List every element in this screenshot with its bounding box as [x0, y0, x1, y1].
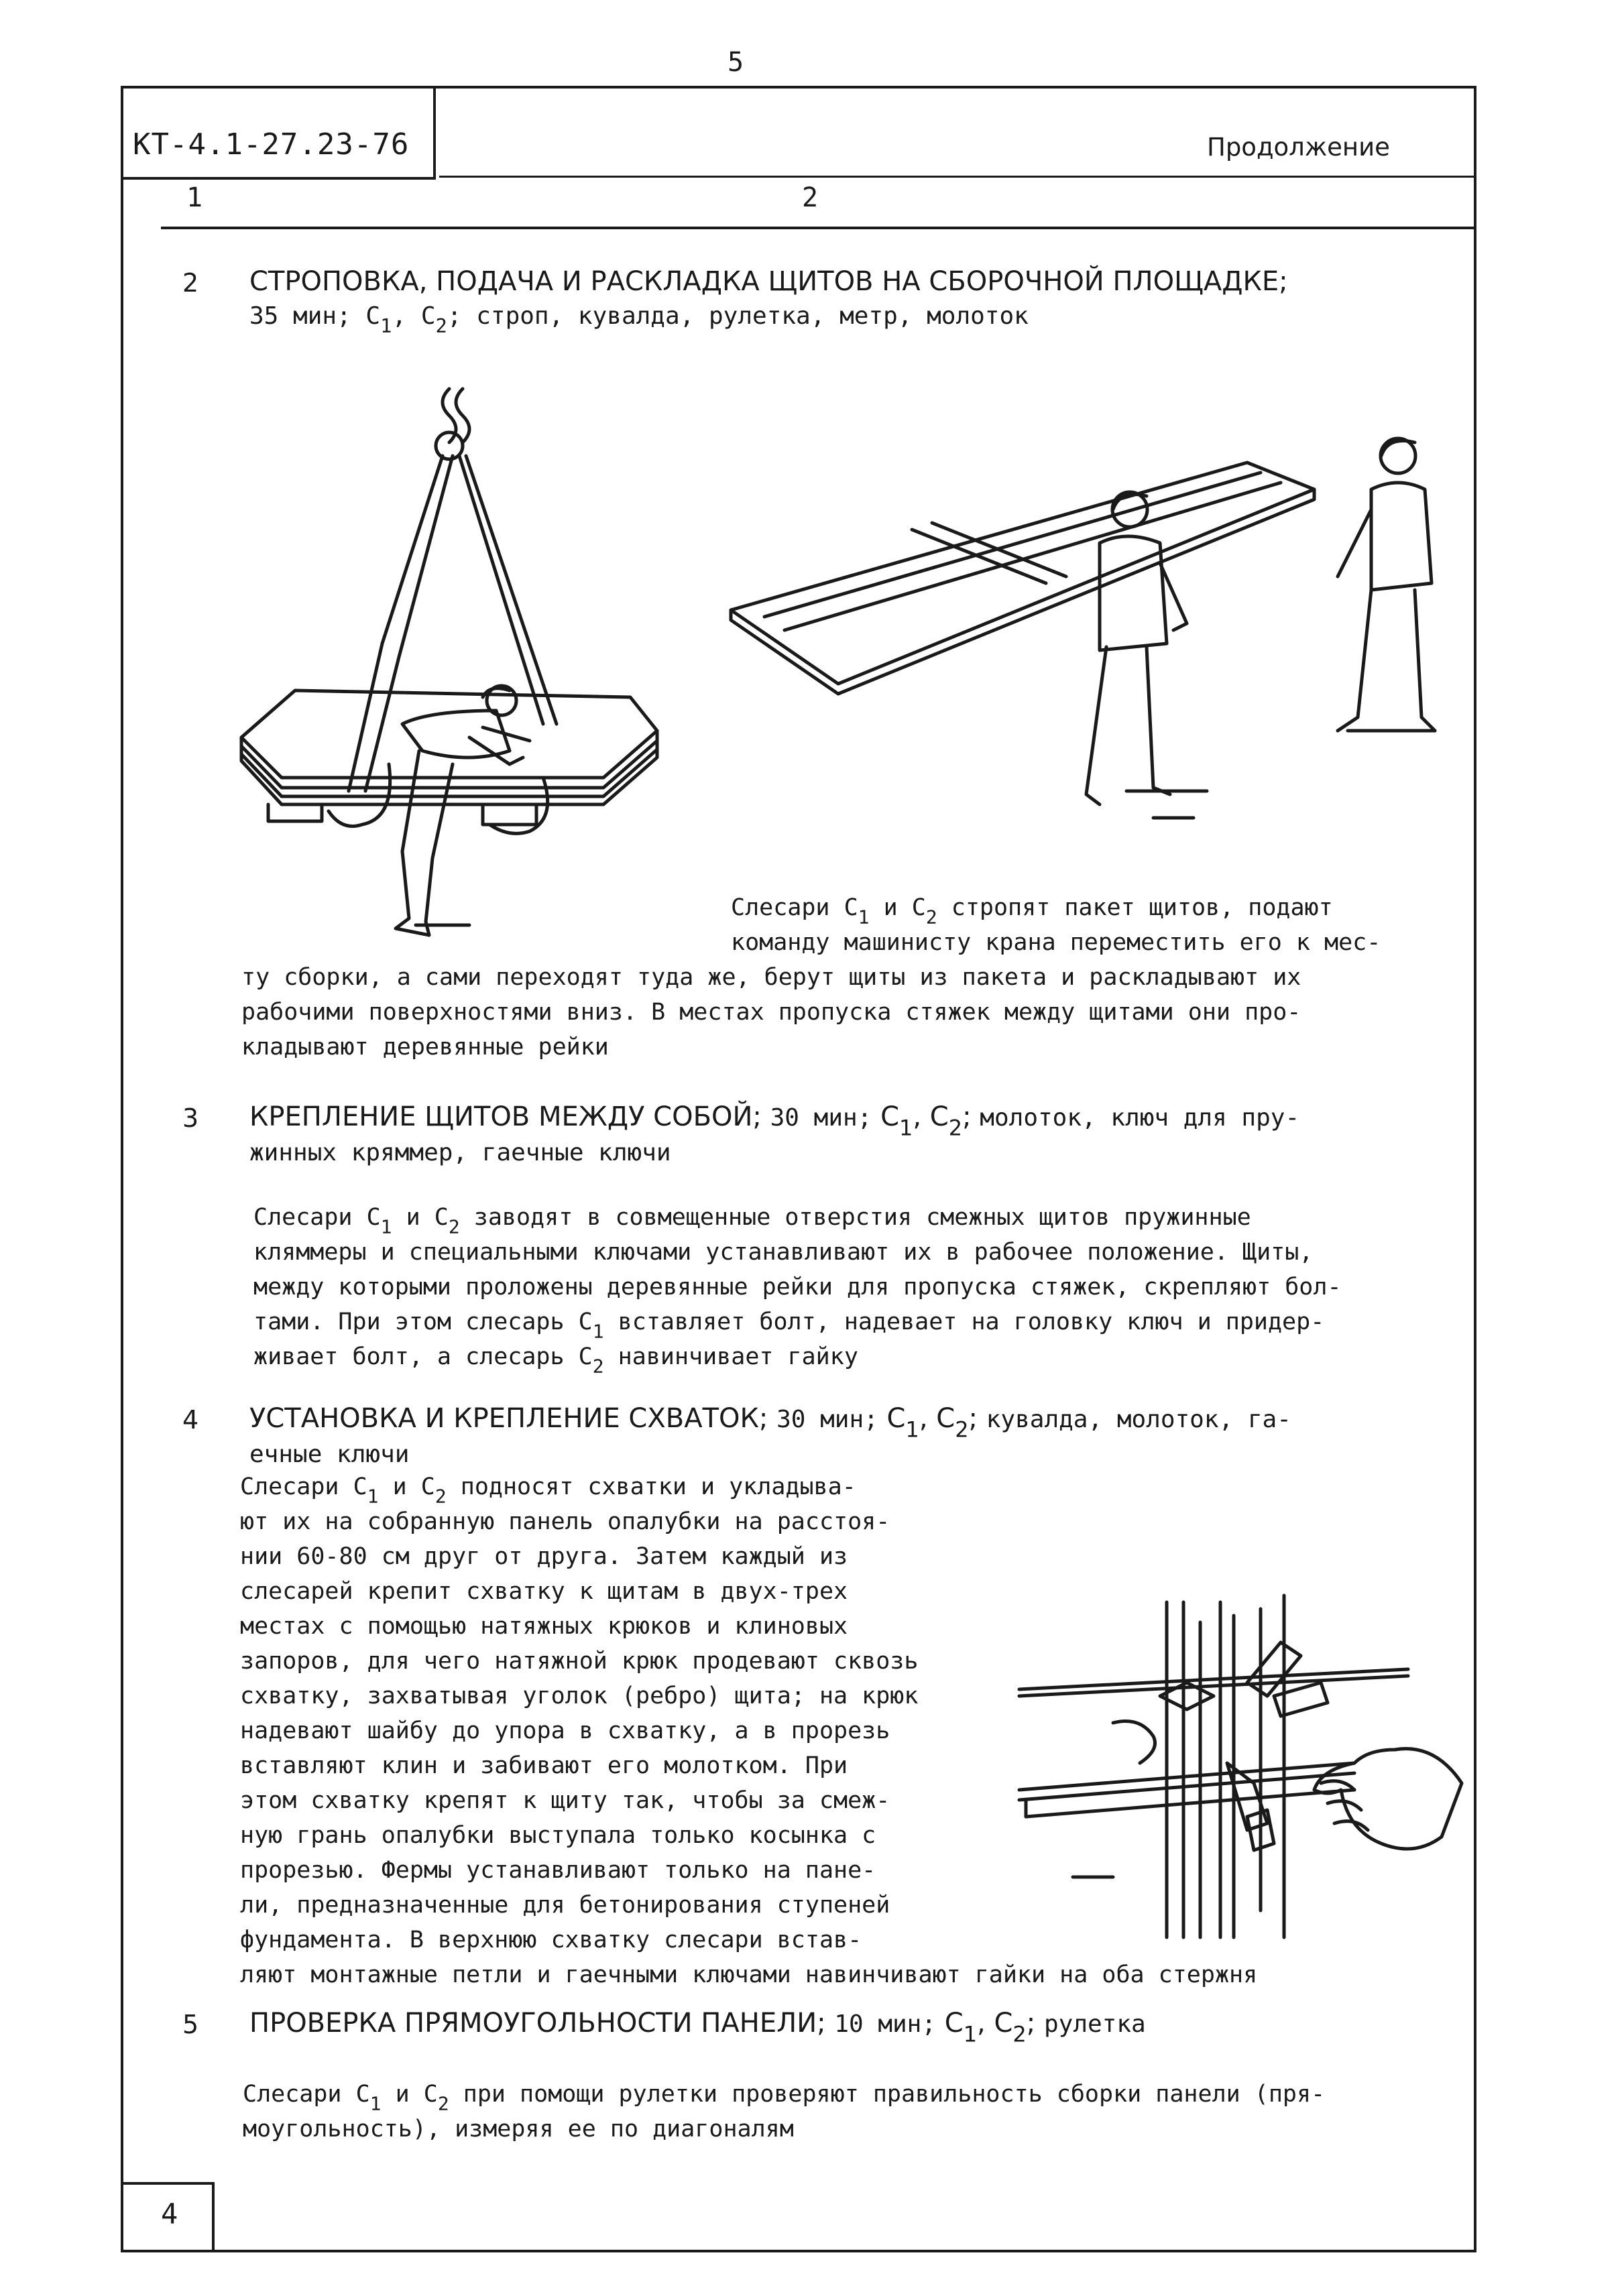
- document-code: КТ-4.1-27.23-76: [133, 127, 410, 162]
- section-number: 4: [182, 1405, 199, 1435]
- section-title: СТРОПОВКА, ПОДАЧА И РАСКЛАДКА ЩИТОВ НА СБОРОЧНОЙ ПЛОЩАДКЕ;: [249, 266, 1288, 297]
- clamp-hammering-illustration: [1006, 1562, 1475, 1951]
- page-number: 5: [728, 47, 744, 78]
- slinging-illustration: [228, 375, 724, 939]
- section-paragraph: Слесари $С_1$ и $С_2$ при помощи рулетки проверяют правильность сборки панели (пря- моугольность), измеряя ее по диагоналям: [243, 2081, 1326, 2142]
- section-heading: УСТАНОВКА И КРЕПЛЕНИЕ СХВАТОК; 30 мин; $С_1$, $С_2$; кувалда, молоток, га- ечные ключи: [249, 1403, 1291, 1468]
- section-paragraph: Слесари $С_1$ и $С_2$ стропят пакет щитов, подают команду машинисту крана переместить его к мес-: [731, 894, 1381, 956]
- header-divider: [439, 176, 1476, 178]
- section-heading: КРЕПЛЕНИЕ ЩИТОВ МЕЖДУ СОБОЙ; 30 мин; $С_1$, $С_2$; молоток, ключ для пру- жинных кряммер, гаечные ключи: [249, 1101, 1300, 1166]
- continuation-label: Продолжение: [1207, 133, 1390, 162]
- section-paragraph-cont: ту сборки, а сами переходят туда же, берут щиты из пакета и раскладывают их рабочими поверхностями вниз. В местах пропуска стяжек между щитами они про- кладывают деревянные рейки: [241, 964, 1301, 1061]
- column-header-1: 1: [186, 182, 203, 213]
- section-heading: [249, 264, 1456, 337]
- column-header-divider: [161, 227, 1476, 229]
- column-header-2: 2: [802, 182, 819, 213]
- section-number: 2: [182, 268, 199, 298]
- sheet-number: 4: [161, 2197, 178, 2230]
- section-heading: ПРОВЕРКА ПРЯМОУГОЛЬНОСТИ ПАНЕЛИ; 10 мин; $С_1$, $С_2$; рулетка: [249, 2008, 1146, 2047]
- section-number: 5: [182, 2010, 199, 2039]
- section-number: 3: [182, 1103, 199, 1133]
- section-resources: 35 мин; $С_1$, $С_2$; строп, кувалда, рулетка, метр, молоток: [249, 302, 1029, 337]
- carrying-panel-illustration: [724, 416, 1462, 831]
- section-paragraph: Слесари $С_1$ и $С_2$ подносят схватки и укладыва- ют их на собранную панель опалубки на расстоя- нии 60-80 см друг от друга. Затем каждый из слесарей крепит схватку к щитам в двух-трех местах с помощью натяжных крюков и клиновых запоров, для чего натяжной крюк продевают сквозь схватку, захватывая уголок (ребро) щита; на крюк надевают шайбу до упора в схватку, а в прорезь вставляют клин и забивают его молотком. При этом схватку крепят к щиту так, чтобы за смеж- ную грань опалубки выступала только косынка с прорезью. Фермы устанавливают только на пане- ли, предназначенные для бетонирования ступеней фундамента. В верхнюю схватку слесари встав- ляют монтажные петли и гаечными ключами навинчивают гайки на оба стержня: [240, 1473, 1258, 1988]
- section-paragraph: Слесари $С_1$ и $С_2$ заводят в совмещенные отверстия смежных щитов пружинные кляммеры и специальными ключами устанавливают их в рабочее положение. Щиты, между которыми проложены деревянные рейки для пропуска стяжек, скрепляют бол- тами. При этом слесарь $С_1$ вставляет болт, надевает на головку ключ и придер- живает болт, а слесарь $С_2$ навинчивает гайку: [253, 1204, 1342, 1378]
